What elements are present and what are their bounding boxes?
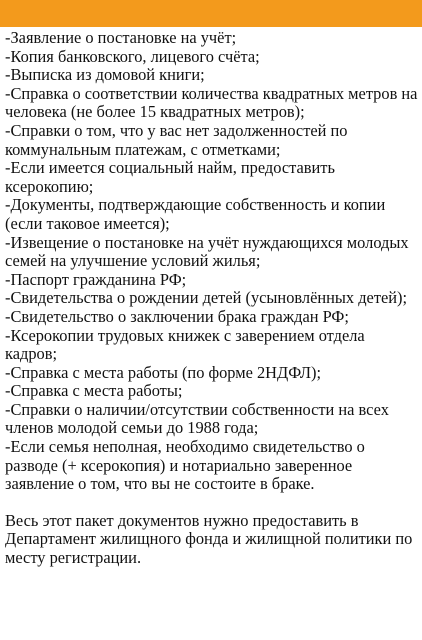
paragraph-spacer [5, 494, 420, 512]
document-item-employment-records: -Ксерокопии трудовых книжек с заверением отдела кадров; [5, 325, 365, 364]
document-item-registration-notice: -Извещение о постановке на учёт нуждающихся молодых семей на улучшение условий жилья; [5, 232, 409, 271]
document-item-birth-certificates: -Свидетельства о рождении детей (усыновлённых детей); [5, 288, 408, 308]
document-text [5, 29, 420, 568]
document-item-no-debts-certificate: -Справки о том, что у вас нет задолженностей по коммунальным платежам, с отметками; [5, 120, 348, 159]
document-item-property-certificates: -Справки о наличии/отсутствии собственности на всех членов молодой семьи до 1988 года; [5, 399, 389, 438]
document-item-employment-certificate: -Справка с места работы; [5, 381, 183, 401]
document-item-square-meters-certificate: -Справка о соответствии количества квадратных метров на человека (не более 15 квадратных метров); [5, 83, 418, 122]
closing-paragraph: Весь этот пакет документов нужно предоставить в Департамент жилищного фонда и жилищной политики по месту регистрации. [5, 510, 413, 568]
orange-header-bar [0, 0, 422, 27]
document-item-application: -Заявление о постановке на учёт; [5, 28, 237, 47]
document-item-passport: -Паспорт гражданина РФ; [5, 269, 187, 289]
document-item-income-certificate: -Справка с места работы (по форме 2НДФЛ); [5, 362, 322, 382]
document-item-social-rent-copy: -Если имеется социальный найм, предоставить ксерокопию; [5, 158, 335, 196]
document-item-house-register-extract: -Выписка из домовой книги; [5, 65, 205, 85]
document-item-bank-account-copy: -Копия банковского, лицевого счёта; [5, 46, 260, 66]
document-list [5, 29, 420, 494]
document-item-marriage-certificate: -Свидетельство о заключении брака граждан РФ; [5, 306, 349, 326]
document-item-ownership-documents: -Документы, подтверждающие собственность и копии (если таковое имеется); [5, 195, 386, 233]
document-item-divorce-certificate: -Если семья неполная, необходимо свидетельство о разводе (+ ксерокопия) и нотариально заверенное заявление о том, что вы не состоите в браке. [5, 437, 365, 494]
